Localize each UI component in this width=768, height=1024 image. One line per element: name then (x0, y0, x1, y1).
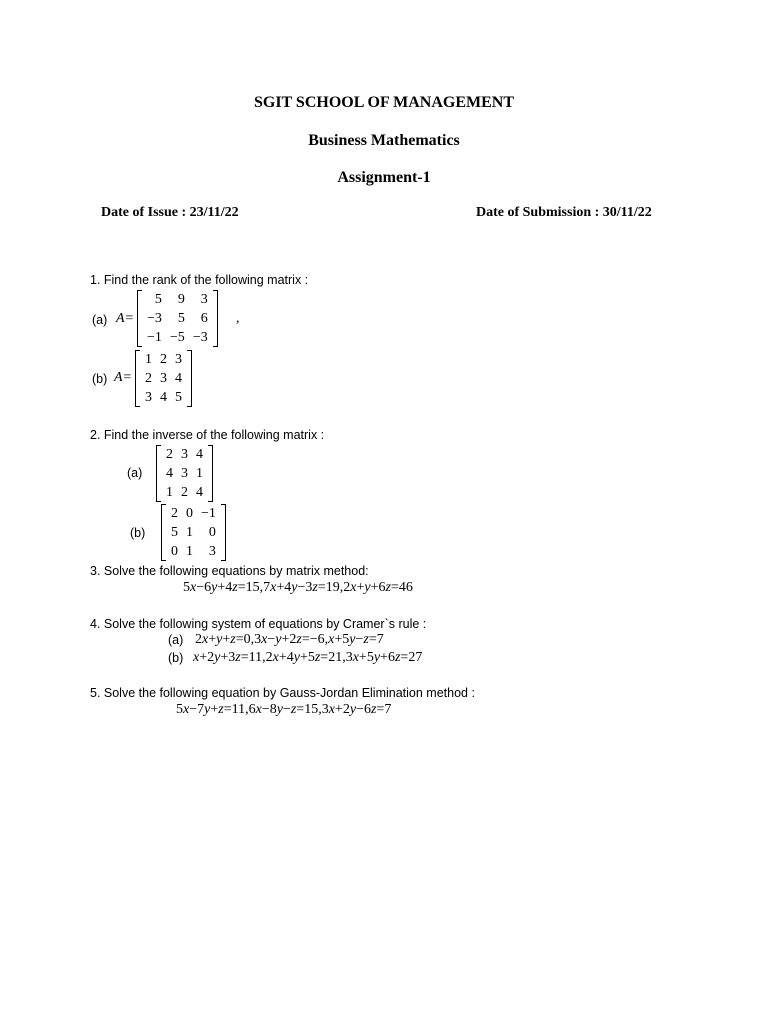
matrix-cell: 3 (175, 352, 182, 367)
matrix-cell: −5 (169, 330, 185, 345)
submission-date: Date of Submission : 30/11/22 (476, 205, 652, 220)
q2-b-label: (b) (130, 526, 146, 540)
q4-text: 4. Solve the following system of equations by Cramer`s rule : (90, 617, 427, 631)
matrix-row (167, 523, 220, 542)
matrix-cell: −1 (147, 330, 162, 345)
q1-b-label: (b) (92, 372, 108, 386)
matrix-cell: 3 (200, 292, 208, 307)
school-name: SGIT SCHOOL OF MANAGEMENT (253, 94, 515, 111)
q4-a-equation: 2x+y+z=0,3x−y+2z=−6,x+5y−z=7 (195, 632, 384, 647)
q1-a-matrix (137, 290, 218, 347)
q2-a-matrix (156, 445, 213, 502)
matrix-cell: −3 (147, 311, 162, 326)
matrix-cell: 3 (145, 390, 152, 405)
matrix-row (162, 464, 207, 483)
matrix-cell: 9 (177, 292, 185, 307)
matrix-cell: 3 (181, 447, 188, 462)
matrix-cell: 0 (208, 525, 216, 540)
q5-text: 5. Solve the following equation by Gauss-Jordan Elimination method : (90, 686, 475, 700)
matrix-row (167, 542, 220, 561)
q5-equation: 5x−7y+z=11,6x−8y−z=15,3x+2y−6z=7 (176, 702, 392, 717)
matrix-row (143, 309, 212, 328)
q1-b-prefix: A= (114, 370, 132, 385)
q3-equation: 5x−6y+4z=15,7x+4y−3z=19,2x+y+6z=46 (183, 580, 413, 595)
matrix-cell: 4 (196, 447, 203, 462)
matrix-cell: 5 (154, 292, 162, 307)
matrix-cell: 5 (175, 390, 182, 405)
matrix-cell: 1 (186, 525, 193, 540)
matrix-cell: −1 (201, 506, 216, 521)
matrix-cell: 2 (181, 485, 188, 500)
matrix-cell: 4 (175, 371, 182, 386)
matrix-row (141, 350, 186, 369)
matrix-cell: 2 (145, 371, 152, 386)
q4-b-equation: x+2y+3z=11,2x+4y+5z=21,3x+5y+6z=27 (193, 650, 423, 665)
q2-text: 2. Find the inverse of the following matrix : (90, 428, 325, 442)
issue-date: Date of Issue : 23/11/22 (101, 205, 239, 220)
matrix-cell: 4 (160, 390, 167, 405)
matrix-row (162, 445, 207, 464)
matrix-cell: 3 (160, 371, 167, 386)
matrix-cell: 2 (166, 447, 173, 462)
matrix-cell: 4 (196, 485, 203, 500)
matrix-cell: 1 (196, 466, 203, 481)
q3-text: 3. Solve the following equations by matrix method: (90, 564, 369, 578)
matrix-row (143, 328, 212, 347)
q1-a-prefix: A= (116, 311, 134, 326)
matrix-row (143, 290, 212, 309)
matrix-cell: 0 (171, 544, 178, 559)
q1-text: 1. Find the rank of the following matrix : (90, 273, 309, 287)
matrix-row (167, 504, 220, 523)
matrix-row (141, 388, 186, 407)
matrix-cell: 3 (208, 544, 216, 559)
q2-b-matrix (161, 504, 226, 561)
matrix-cell: 3 (181, 466, 188, 481)
matrix-cell: 4 (166, 466, 173, 481)
q1-a-suffix: , (236, 311, 240, 326)
matrix-cell: 5 (171, 525, 178, 540)
matrix-cell: 1 (166, 485, 173, 500)
subject-title: Business Mathematics (308, 132, 460, 149)
q4-b-label: (b) (168, 651, 184, 665)
q1-a-label: (a) (92, 313, 108, 327)
q2-a-label: (a) (127, 466, 143, 480)
matrix-cell: 1 (186, 544, 193, 559)
matrix-cell: 2 (160, 352, 167, 367)
matrix-cell: 5 (177, 311, 185, 326)
matrix-cell: 1 (145, 352, 152, 367)
matrix-cell: 2 (171, 506, 178, 521)
matrix-cell: 6 (200, 311, 208, 326)
matrix-cell: 0 (186, 506, 193, 521)
matrix-row (141, 369, 186, 388)
assignment-title: Assignment-1 (337, 169, 431, 186)
matrix-cell: −3 (192, 330, 208, 345)
q1-b-matrix (135, 350, 192, 407)
matrix-row (162, 483, 207, 502)
q4-a-label: (a) (168, 633, 184, 647)
